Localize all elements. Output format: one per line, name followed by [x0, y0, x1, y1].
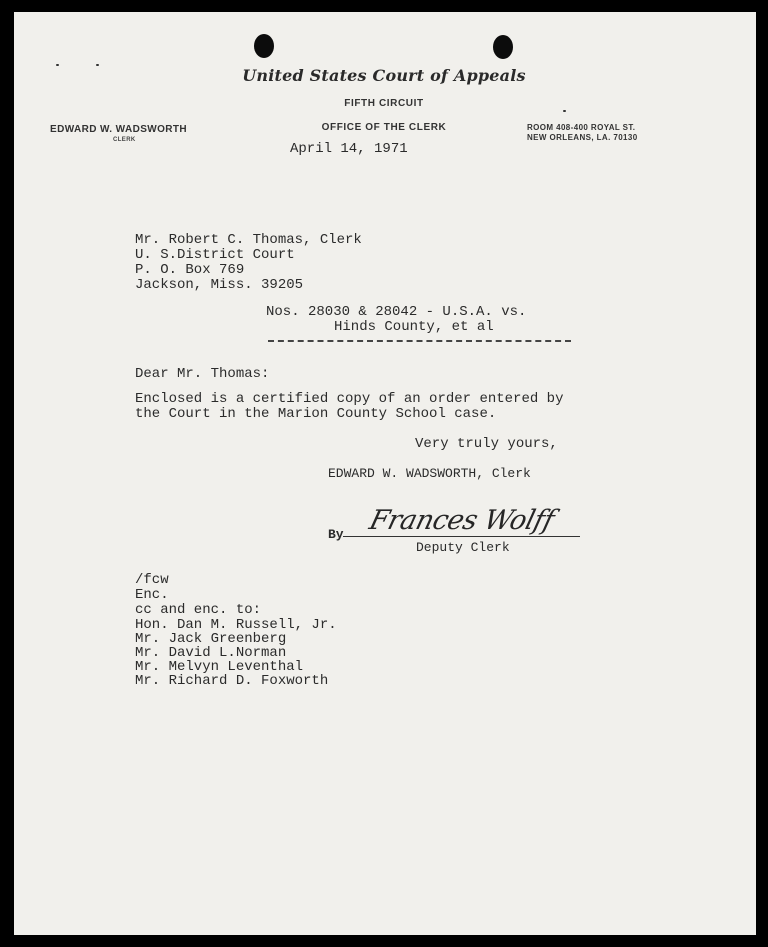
circuit-name: FIFTH CIRCUIT — [344, 98, 424, 109]
salutation: Dear Mr. Thomas: — [135, 366, 270, 382]
body-line-2: the Court in the Marion County School case. — [135, 406, 497, 422]
punch-hole-left — [254, 34, 274, 58]
recipient-line-1: Mr. Robert C. Thomas, Clerk — [135, 232, 362, 248]
reference-line-1: Nos. 28030 & 28042 - U.S.A. vs. — [266, 304, 527, 320]
reference-line-2: Hinds County, et al — [334, 319, 494, 335]
recipient-line-4: Jackson, Miss. 39205 — [135, 277, 304, 293]
address-line-2: NEW ORLEANS, LA. 70130 — [527, 133, 638, 142]
handwritten-signature: Frances Wolff — [366, 505, 557, 536]
clerk-name: EDWARD W. WADSWORTH — [50, 124, 188, 135]
enclosure-note: Enc. — [135, 587, 169, 603]
cc-recipient: Mr. Melvyn Leventhal — [135, 659, 304, 675]
cc-recipient: Hon. Dan M. Russell, Jr. — [135, 617, 337, 633]
clerk-role: CLERK — [113, 137, 136, 143]
by-label: By — [328, 527, 344, 542]
cc-recipient: Mr. Jack Greenberg — [135, 631, 287, 647]
court-name: United States Court of Appeals — [242, 66, 526, 85]
cc-recipient: Mr. David L.Norman — [135, 645, 287, 661]
body-line-1: Enclosed is a certified copy of an order entered by — [135, 391, 564, 407]
cc-label: cc and enc. to: — [135, 602, 262, 618]
closing: Very truly yours, — [415, 436, 558, 452]
typist-initials: /fcw — [135, 572, 169, 588]
letter-date: April 14, 1971 — [290, 141, 408, 157]
signer-name: EDWARD W. WADSWORTH, Clerk — [328, 466, 531, 481]
signature-line — [343, 536, 580, 537]
address-line-1: ROOM 408-400 ROYAL ST. — [527, 123, 636, 132]
speck — [563, 110, 566, 112]
recipient-line-2: U. S.District Court — [135, 247, 295, 263]
recipient-line-3: P. O. Box 769 — [135, 262, 245, 278]
punch-hole-right — [493, 35, 513, 59]
reference-underline — [268, 340, 571, 342]
deputy-clerk-title: Deputy Clerk — [416, 540, 510, 555]
office-name: OFFICE OF THE CLERK — [321, 122, 447, 133]
cc-recipient: Mr. Richard D. Foxworth — [135, 673, 329, 689]
